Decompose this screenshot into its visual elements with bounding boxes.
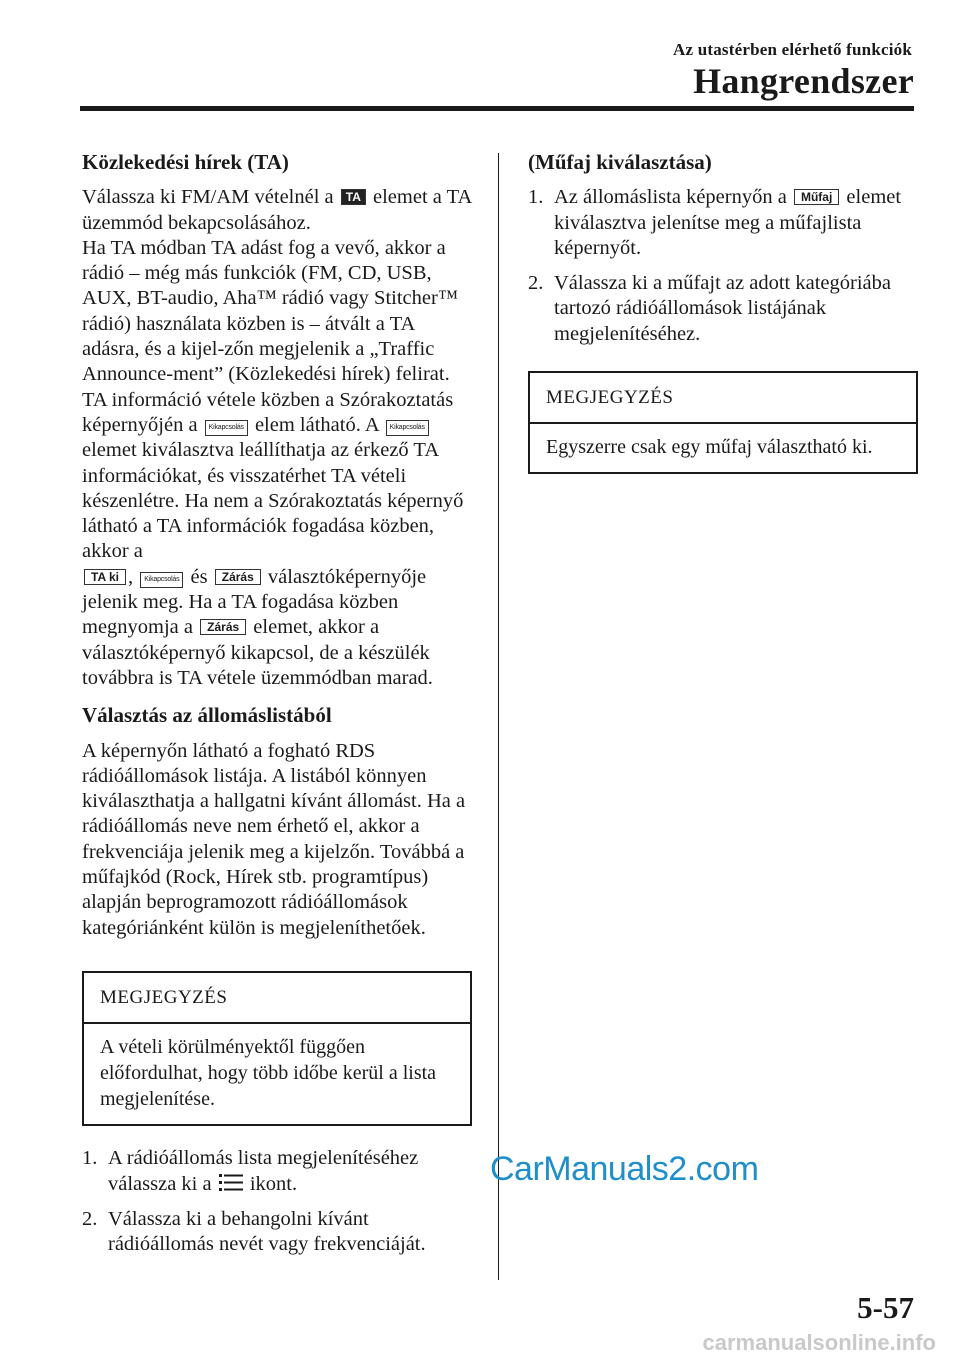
- watermark: CarManuals2.com: [490, 1150, 759, 1188]
- step-1: 1. Az állomáslista képernyőn a Műfaj elemet kiválasztva jelenítse meg a műfajlista képernyőt.: [528, 186, 902, 259]
- step-2: 2. Válassza ki a behangolni kívánt rádióállomás nevét vagy frekvenciáját.: [82, 1207, 426, 1256]
- note-title: MEGJEGYZÉS: [84, 973, 470, 1024]
- close-button: Zárás: [200, 619, 246, 635]
- ta-off-button: TA ki: [84, 569, 126, 585]
- off-button: Kikapcsolás: [205, 420, 248, 436]
- note-body: A vételi körülményektől függően előfordulhat, hogy több időbe kerül a lista megjelenítése.: [100, 1036, 437, 1111]
- step-number: 1.: [82, 1147, 98, 1170]
- note-box: [82, 971, 472, 1126]
- close-button: Zárás: [215, 569, 261, 585]
- page-number: 5-57: [857, 1290, 914, 1325]
- footer-watermark: carmanualsonline.info: [702, 1330, 936, 1355]
- step-2: 2. Válassza ki a műfajt az adott kategóriába tartozó rádióállomások listájának megjelenítéséhez.: [528, 272, 891, 345]
- paragraph-ta-1: Válassza ki FM/AM vételnél a TA elemet a TA üzemmód bekapcsolásához.: [82, 186, 472, 234]
- section-heading-genre: (Műfaj kiválasztása): [528, 150, 712, 174]
- genre-button: Műfaj: [794, 189, 839, 205]
- right-column: [528, 150, 918, 494]
- paragraph-station-list: A képernyőn látható a fogható RDS rádióállomások listája. A listából könnyen kiválaszthatja a hallgatni kívánt állomást. Ha a rádióállomás neve nem érhető el, akkor a frekvenciája jelenik meg a kijelzőn. Továbbá a műfajkód (Rock, Hírek stb. programtípus) alapján beprogramozott rádióállomások kategóriánként külön is megjeleníthetőek.: [82, 739, 466, 939]
- header-rule: [80, 106, 914, 111]
- column-divider: [498, 153, 499, 1280]
- step-number: 2.: [528, 272, 544, 295]
- note-body: Egyszerre csak egy műfaj választható ki.: [546, 436, 873, 459]
- step-number: 1.: [528, 186, 544, 209]
- note-box: [528, 371, 918, 474]
- paragraph-ta-3: TA információ vétele közben a Szórakoztatás képernyőjén a Kikapcsolás elem látható. A Kikapcsolás elemet kiválasztva leállíthatja az érkező TA információkat, és visszatérhet TA vételi készenlétre. Ha nem a Szórakoztatás képernyő látható a TA információk fogadása közben, akkor a TA ki , Kikapcsolás és Zárás választóképernyője jelenik meg. Ha a TA fogadása közben megnyomja a Zárás elemet, akkor a választóképernyő kikapcsol, de a készülék továbbra is TA vétele üzemmódban marad.: [82, 388, 464, 689]
- off-button: Kikapcsolás: [140, 572, 183, 588]
- off-button: Kikapcsolás: [386, 420, 429, 436]
- ta-button: TA: [341, 189, 366, 205]
- note-title: MEGJEGYZÉS: [530, 373, 916, 424]
- step-1: 1. A rádióállomás lista megjelenítéséhez válassza ki a ikont.: [82, 1147, 419, 1195]
- header-subtitle: Az utastérben elérhető funkciók: [673, 40, 912, 59]
- step-number: 2.: [82, 1207, 98, 1230]
- list-icon: [217, 1172, 245, 1194]
- header-title: Hangrendszer: [693, 61, 914, 101]
- section-heading-station-list: Választás az állomáslistából: [82, 703, 332, 728]
- paragraph-ta-2: Ha TA módban TA adást fog a vevő, akkor a rádió – még más funkciók (FM, CD, USB, AUX, BT-audio, Aha™ rádió vagy Stitcher™ rádió) használata közben is – átvált a TA adásra, és a kijel-zőn megjelenik a „Traffic Announce-ment” (Közlekedési hírek) felirat.: [82, 236, 458, 386]
- left-column: [82, 150, 472, 1267]
- section-heading-traffic: Közlekedési hírek (TA): [82, 150, 289, 174]
